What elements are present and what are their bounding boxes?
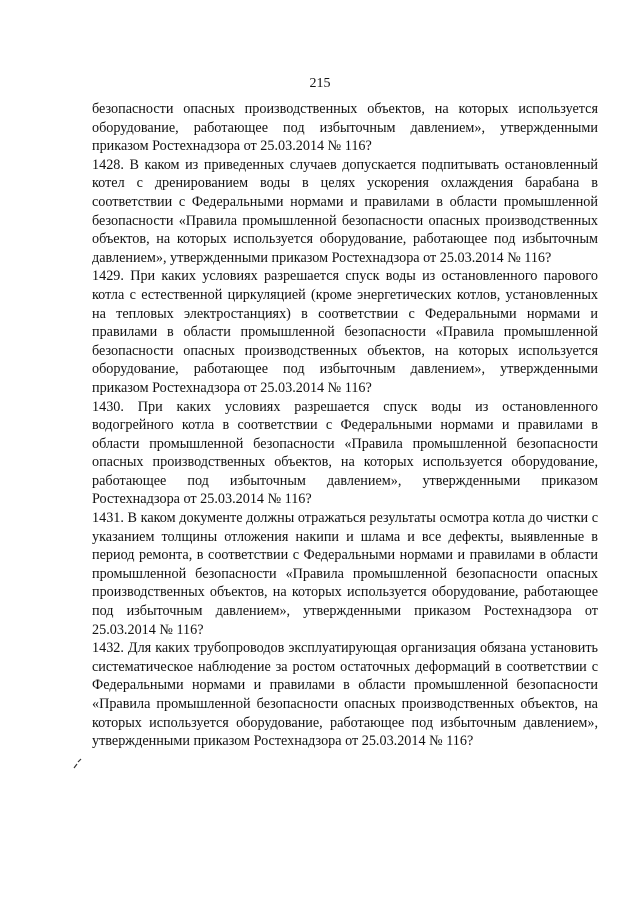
paragraph-continuation: безопасности опасных производственных объектов, на которых используется оборудование, работающее под избыточным давлением», утвержденными приказом Ростехнадзора от 25.03.2014 № 116? bbox=[92, 101, 598, 155]
page-number: 215 bbox=[309, 76, 331, 91]
question-1430: 1430. При каких условиях разрешается спуск воды из остановленного водогрейного котла в соответствии с Федеральными нормами и правилами в области промышленной безопасности «Правила промышленной безопасности опасных производственных объектов, на которых используется оборудование, работающее под избыточным давлением», утвержденными приказом Ростехнадзора от 25.03.2014 № 116? bbox=[92, 398, 598, 508]
document-body bbox=[92, 100, 598, 751]
question-1432: 1432. Для каких трубопроводов эксплуатирующая организация обязана установить систематическое наблюдение за ростом остаточных деформаций в соответствии с Федеральными нормами и правилами в области промышленной безопасности «Правила промышленной безопасности опасных производственных объектов, на которых используется оборудование, работающее под избыточным давлением», утвержденными приказом Ростехнадзора от 25.03.2014 № 116? bbox=[92, 640, 598, 750]
scan-smudge-mark bbox=[72, 756, 84, 770]
question-1431: 1431. В каком документе должны отражаться результаты осмотра котла до чистки с указанием толщины отложения накипи и шлама и все дефекты, выявленные в период ремонта, в соответствии с Федеральными нормами и правилами в области промышленной безопасности «Правила промышленной безопасности опасных производственных объектов, на которых используется оборудование, работающее под избыточным давлением», утвержденными приказом Ростехнадзора от 25.03.2014 № 116? bbox=[92, 510, 598, 638]
question-1429: 1429. При каких условиях разрешается спуск воды из остановленного парового котла с естественной циркуляцией (кроме энергетических котлов, установленных на тепловых электростанциях) в соответствии с Федеральными нормами и правилами в области промышленной безопасности «Правила промышленной безопасности опасных производственных объектов, на которых используется оборудование, работающее под избыточным давлением», утвержденными приказом Ростехнадзора от 25.03.2014 № 116? bbox=[92, 268, 598, 396]
question-1428: 1428. В каком из приведенных случаев допускается подпитывать остановленный котел с дренированием воды в целях ускорения охлаждения барабана в соответствии с Федеральными нормами и правилами в области промышленной безопасности «Правила промышленной безопасности опасных производственных объектов, на которых используется оборудование, работающее под избыточным давлением», утвержденными приказом Ростехнадзора от 25.03.2014 № 116? bbox=[92, 156, 598, 266]
